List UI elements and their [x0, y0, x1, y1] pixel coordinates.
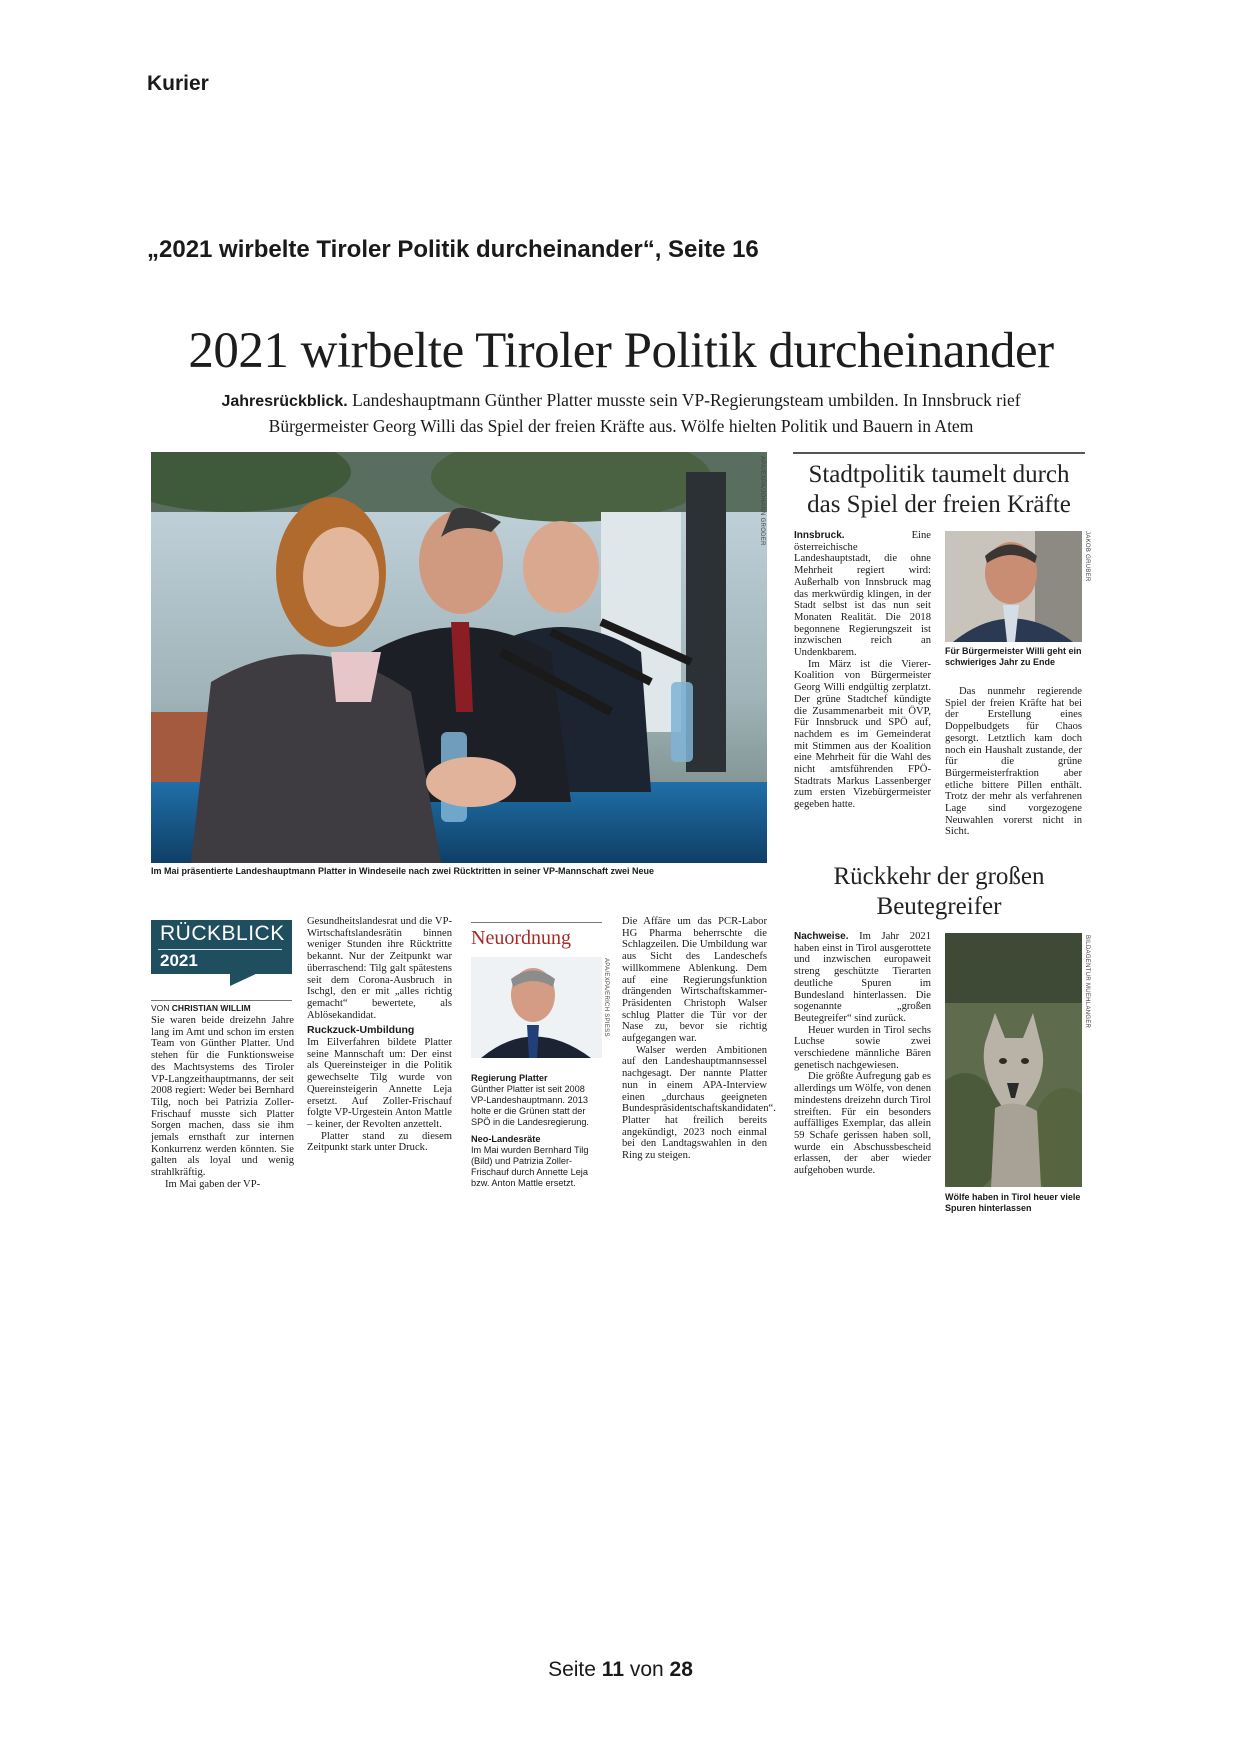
platter-photo: [471, 957, 602, 1058]
wolf-image: [945, 933, 1082, 1187]
sidebar2-heading: Rückkehr der großen Beutegreifer: [833, 863, 1045, 920]
article-column-2: [307, 916, 452, 1154]
willi-portrait-image: [945, 531, 1082, 642]
press-conference-image: [151, 452, 767, 863]
sidebar1-text-a: Eine österreichische Landeshauptstadt, die ohne Mehrheit regiert wird: Außerhalb von Innsbruck mag das merkwürdig klingen, in der Stadt selbst ist das nun seit Monaten Realität. Die 2018 begonnene Regierungszeit ist inzwischen reich an Undenkbarem.: [794, 530, 931, 659]
sidebar1-kicker: Innsbruck.: [794, 530, 845, 541]
footer-mid: von: [629, 1658, 664, 1681]
box-text2: Im Mai wurden Bernhard Tilg (Bild) und Patrizia Zoller-Frischauf durch Annette Leja bzw. Anton Mattle ersetzt.: [471, 1145, 589, 1188]
sidebar1-left-column: [794, 530, 931, 811]
article-column-4: [622, 916, 776, 1162]
main-photo-credit: APA/EXPA/JOHANN GRODER: [759, 456, 765, 546]
deck: [200, 388, 1042, 439]
box-text1: Günther Platter ist seit 2008 VP-Landeshauptmann. 2013 holte er die Grünen statt der SPÖ in die Landesregierung.: [471, 1084, 589, 1127]
deck-text: Landeshauptmann Günther Platter musste sein VP-Regierungsteam umbilden. In Innsbruck rief Bürgermeister Georg Willi das Spiel der freien Kräfte aus. Wölfe hielten Politik und Bauern in Atem: [268, 390, 1021, 436]
sidebar2-text-c: Die größte Aufregung gab es allerdings um Wölfe, von denen mindestens dreizehn durch Tirol streiften. Für ein besonders auffälliges Exemplar, das allein 59 Schafe gerissen haben soll, wurde ein Abschussbescheid erlassen, der aber wieder aufgehoben wurde.: [794, 1071, 931, 1177]
sidebar1-photo-caption: Für Bürgermeister Willi geht ein schwieriges Jahr zu Ende: [945, 646, 1082, 667]
sidebar2-left-column: [794, 931, 931, 1177]
platter-portrait-image: [471, 957, 602, 1058]
box-heading: Neuordnung: [471, 927, 571, 949]
publication-name: Kurier: [147, 72, 209, 95]
col2-text-b: Im Eilverfahren bildete Platter seine Mannschaft um: Der einst als Quereinsteiger in die Politik gewechselte Tilg wurde von Quereinsteigerin Annette Leja ersetzt. Auf Zoller-Frischauf folgte VP-Urgestein Anton Mattle – keiner, der Revolten anzettelt.: [307, 1037, 452, 1130]
sidebar1-heading: Stadtpolitik taumelt durch das Spiel der freien Kräfte: [807, 461, 1071, 518]
sidebar2-kicker: Nachweise.: [794, 931, 849, 942]
byline-rule: [151, 1000, 292, 1001]
wolf-photo: [945, 933, 1082, 1187]
sidebar2-text-b: Heuer wurden in Tirol sechs Luchse sowie zwei verschiedene männliche Bären genetisch nachgewiesen.: [794, 1024, 931, 1071]
sidebar2-photo-caption: Wölfe haben in Tirol heuer viele Spuren hinterlassen: [945, 1192, 1081, 1213]
badge-pointer: [230, 972, 260, 988]
main-photo: [151, 452, 767, 863]
article-column-1: [151, 1015, 294, 1191]
byline: [151, 1003, 251, 1013]
main-photo-caption: Im Mai präsentierte Landeshauptmann Platter in Windeseile nach zwei Rücktritten in seiner VP-Mannschaft zwei Neue: [151, 866, 655, 876]
sidebar1-right-column: [945, 686, 1082, 838]
willi-photo: [945, 531, 1082, 642]
sidebar1-top-rule: [793, 452, 1085, 454]
footer-prefix: Seite: [548, 1658, 596, 1681]
col4-text-a: Die Affäre um das PCR-Labor HG Pharma beherrschte die Schlagzeilen. Die Umbildung war aus Sicht des Landeschefs willkommene Ablenkung. Dem auf eine Regierungsfunktion drängenden Wirtschaftskammer-Präsidenten Christoph Walser schlug Platter die Tür vor der Nase zu, bevor sie richtig aufgegangen war.: [622, 916, 767, 1045]
col4-text-b: Walser werden Ambitionen auf den Landeshauptmannsessel nachgesagt. Der nannte Platter nun in einem APA-Interview einen „durchaus geeigneten Bundespräsidentschaftskandidaten“. Platter hat freilich bereits angekündigt, 2023 noch einmal bei den Landtagswahlen in den Ring zu steigen.: [622, 1044, 776, 1162]
sidebar1-text-b: Im März ist die Vierer-Koalition von Bürgermeister Georg Willi endgültig zerplatzt. Der grüne Stadtchef kündigte die Zusammenarbeit mit ÖVP, Für Innsbruck und SPÖ auf, nachdem es im Gemeinderat mit Stimmen aus der Koalition eine Mehrheit für die Wahl des nicht amtsführenden FPÖ-Stadtrats Markus Lassenberger zum ersten Vizebürgermeister gegeben hatte.: [794, 658, 931, 811]
sidebar2-text-a: Im Jahr 2021 haben einst in Tirol ausgerottete und inzwischen europaweit streng geschützte Tierarten deutliche Spuren im Bundesland hinterlassen. Die sogenannte „großen Beutegreifer“ sind zurück.: [794, 931, 931, 1024]
footer-page-total: 28: [669, 1658, 693, 1681]
box-photo-credit: APA/EXPA/ERICH SPIESS: [603, 958, 609, 1037]
box-top-rule: [471, 922, 602, 923]
byline-author: CHRISTIAN WILLIM: [171, 1003, 251, 1013]
sidebar2-photo-credit: BILDAGENTUR MUEHLANGER: [1084, 935, 1090, 1029]
deck-kicker: Jahresrückblick.: [221, 393, 348, 410]
badge-year: 2021: [160, 951, 198, 970]
col1-text: Sie waren beide dreizehn Jahre lang im Amt und schon im ersten Team von Günther Platter. Und stehen für die Funktionsweise des Machtsystems des Tiroler VP-Langzeithauptmanns, der seit 2008 regiert: Weder bei Bernhard Tilg, noch bei Patrizia Zoller-Frischauf musste sich Platter Sorgen machen, dass sie ihm jemals ernsthaft zur internen Konkurrenz werden könnten. Sie galten als loyal und wenig strahlkräftig.: [151, 1015, 294, 1179]
article-reference: „2021 wirbelte Tiroler Politik durcheinander“, Seite 16: [147, 236, 759, 263]
badge-divider: [158, 949, 282, 950]
badge-label: RÜCKBLICK: [160, 922, 285, 945]
col2-subheading: Ruckzuck-Umbildung: [307, 1024, 415, 1037]
sidebar1-text-c: Das nunmehr regierende Spiel der freien Kräfte hat bei der Erstellung eines Doppelbudgets für Chaos gesorgt. Letztlich kam doch noch ein Haushalt zustande, der für die grüne Bürgermeisterfraktion aber etliche bittere Pillen enthält. Trotz der mehr als verfahrenen Lage sind vorgezogene Neuwahlen vorerst nicht in Sicht.: [945, 686, 1082, 838]
sidebar1-photo-credit: JAKOB GRUBER: [1084, 531, 1090, 582]
box-sub1: Regierung Platter: [471, 1073, 548, 1083]
col2-text-a: Gesundheitslandesrat und die VP-Wirtschaftslandesrätin binnen weniger Stunden ihre Rücktritte bekannt. Nur der Zeitpunkt war überraschend: Tilg galt spätestens seit dem Corona-Ausbruch in Ischgl, den er mit „alles richtig gemacht“ bewertete, als Ablösekandidat.: [307, 916, 452, 1021]
col1-end: Im Mai gaben der VP-: [165, 1178, 261, 1190]
headline: 2021 wirbelte Tiroler Politik durcheinander: [188, 323, 1054, 379]
col2-text-c: Platter stand zu diesem Zeitpunkt stark unter Druck.: [307, 1130, 452, 1154]
byline-prefix: VON: [151, 1003, 170, 1013]
page-footer: [0, 1658, 1241, 1682]
box-caption: [471, 1073, 602, 1189]
box-sub2: Neo-Landesräte: [471, 1134, 541, 1144]
footer-page-number: 11: [601, 1658, 624, 1681]
